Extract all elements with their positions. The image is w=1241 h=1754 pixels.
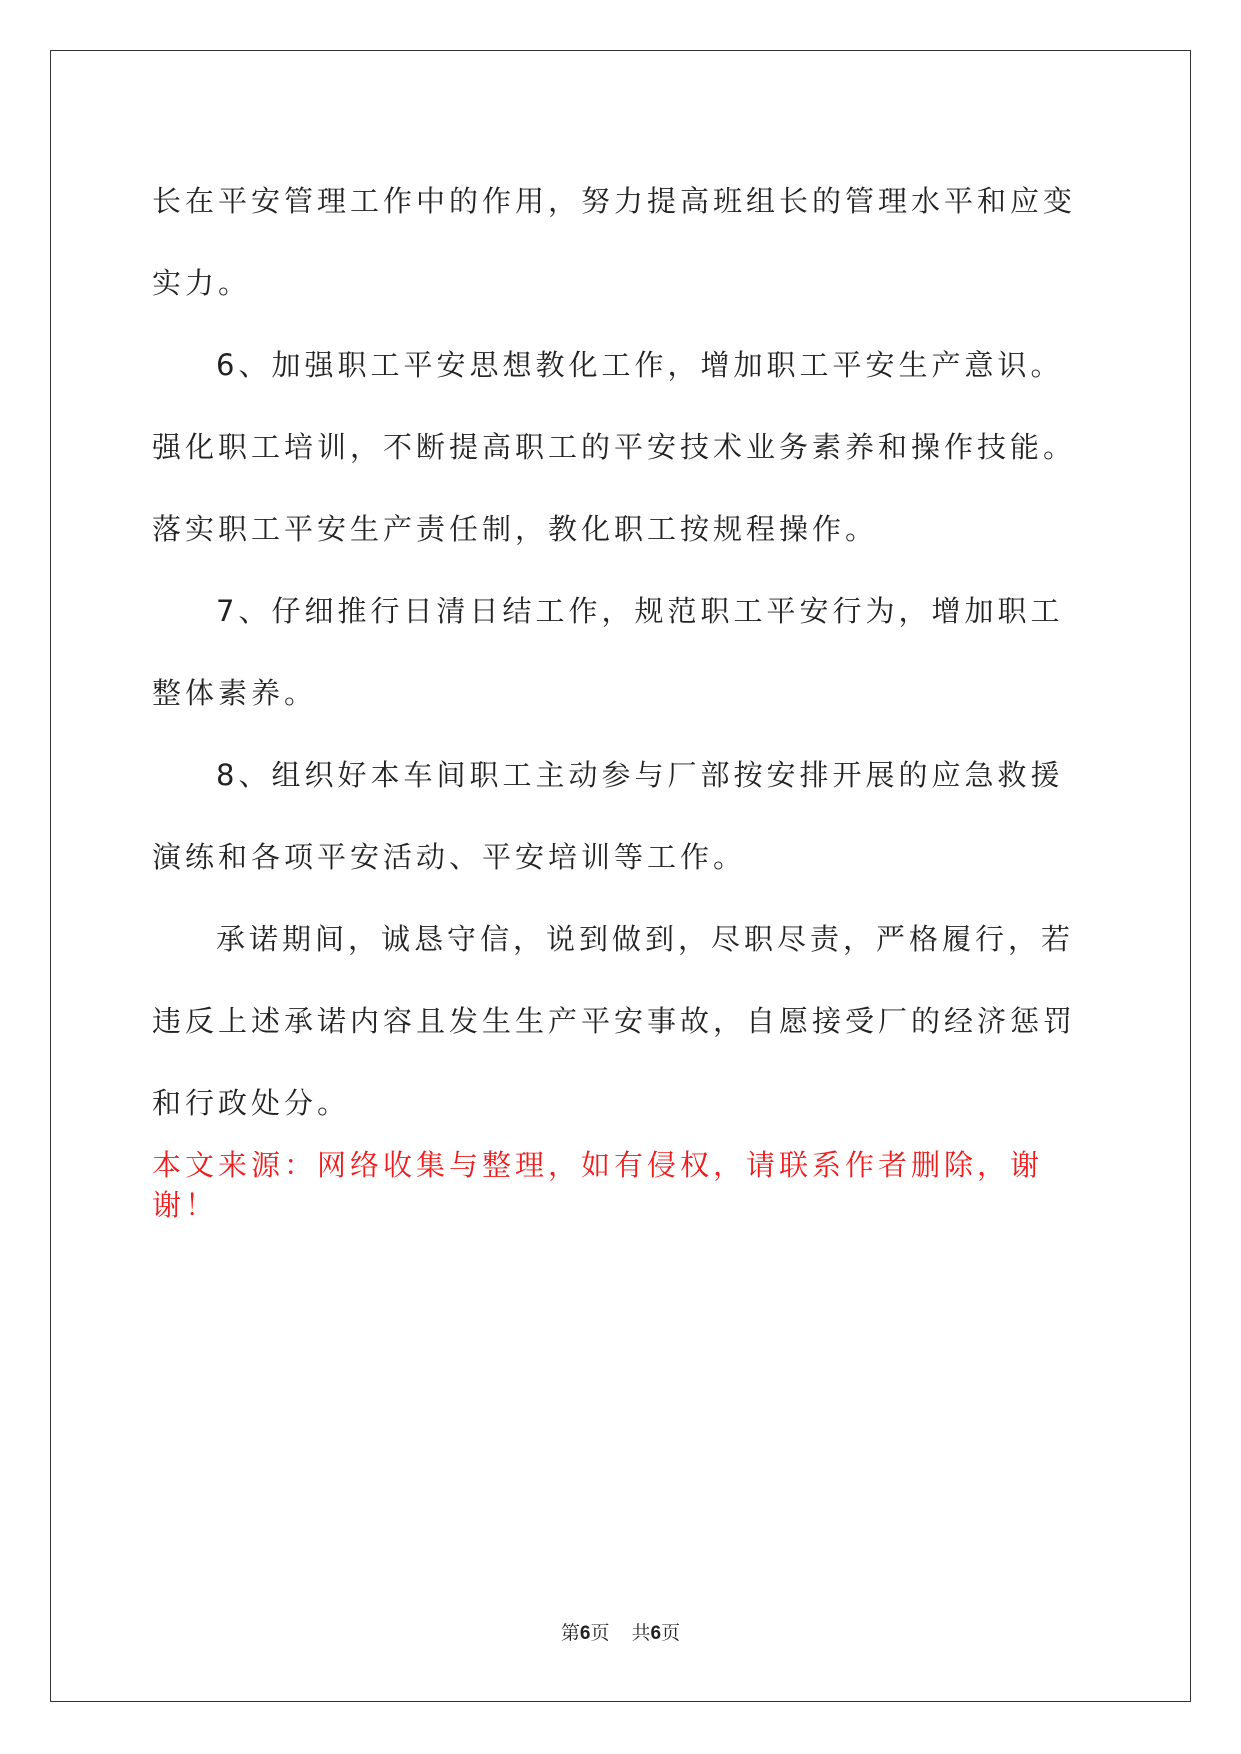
document-body (152, 160, 1092, 1144)
paragraph-item-7: 7、仔细推行日清日结工作，规范职工平安行为，增加职工整体素养。 (152, 594, 1064, 710)
total-suffix: 页 (661, 1622, 681, 1644)
paragraph-item-6: 6、加强职工平安思想教化工作，增加职工平安生产意识。强化职工培训，不断提高职工的平安技术业务素养和操作技能。落实职工平安生产责任制，教化职工按规程操作。 (152, 348, 1077, 546)
page-footer (0, 1618, 1241, 1645)
page-current: 6 (579, 1623, 591, 1644)
paragraph-continuation: 长在平安管理工作中的作用，努力提高班组长的管理水平和应变实力。 (152, 184, 1077, 300)
page-prefix: 第 (560, 1622, 580, 1644)
total-prefix: 共 (631, 1622, 651, 1644)
page-total: 6 (650, 1623, 662, 1644)
source-note: 本文来源：网络收集与整理，如有侵权，请联系作者删除，谢谢！ (152, 1148, 1044, 1222)
paragraph-commitment: 承诺期间，诚恳守信，说到做到，尽职尽责，严格履行，若违反上述承诺内容且发生生产平安事故，自愿接受厂的经济惩罚和行政处分。 (152, 922, 1077, 1120)
page-suffix: 页 (590, 1622, 610, 1644)
paragraph-item-8: 8、组织好本车间职工主动参与厂部按安排开展的应急救援演练和各项平安活动、平安培训等工作。 (152, 758, 1064, 874)
